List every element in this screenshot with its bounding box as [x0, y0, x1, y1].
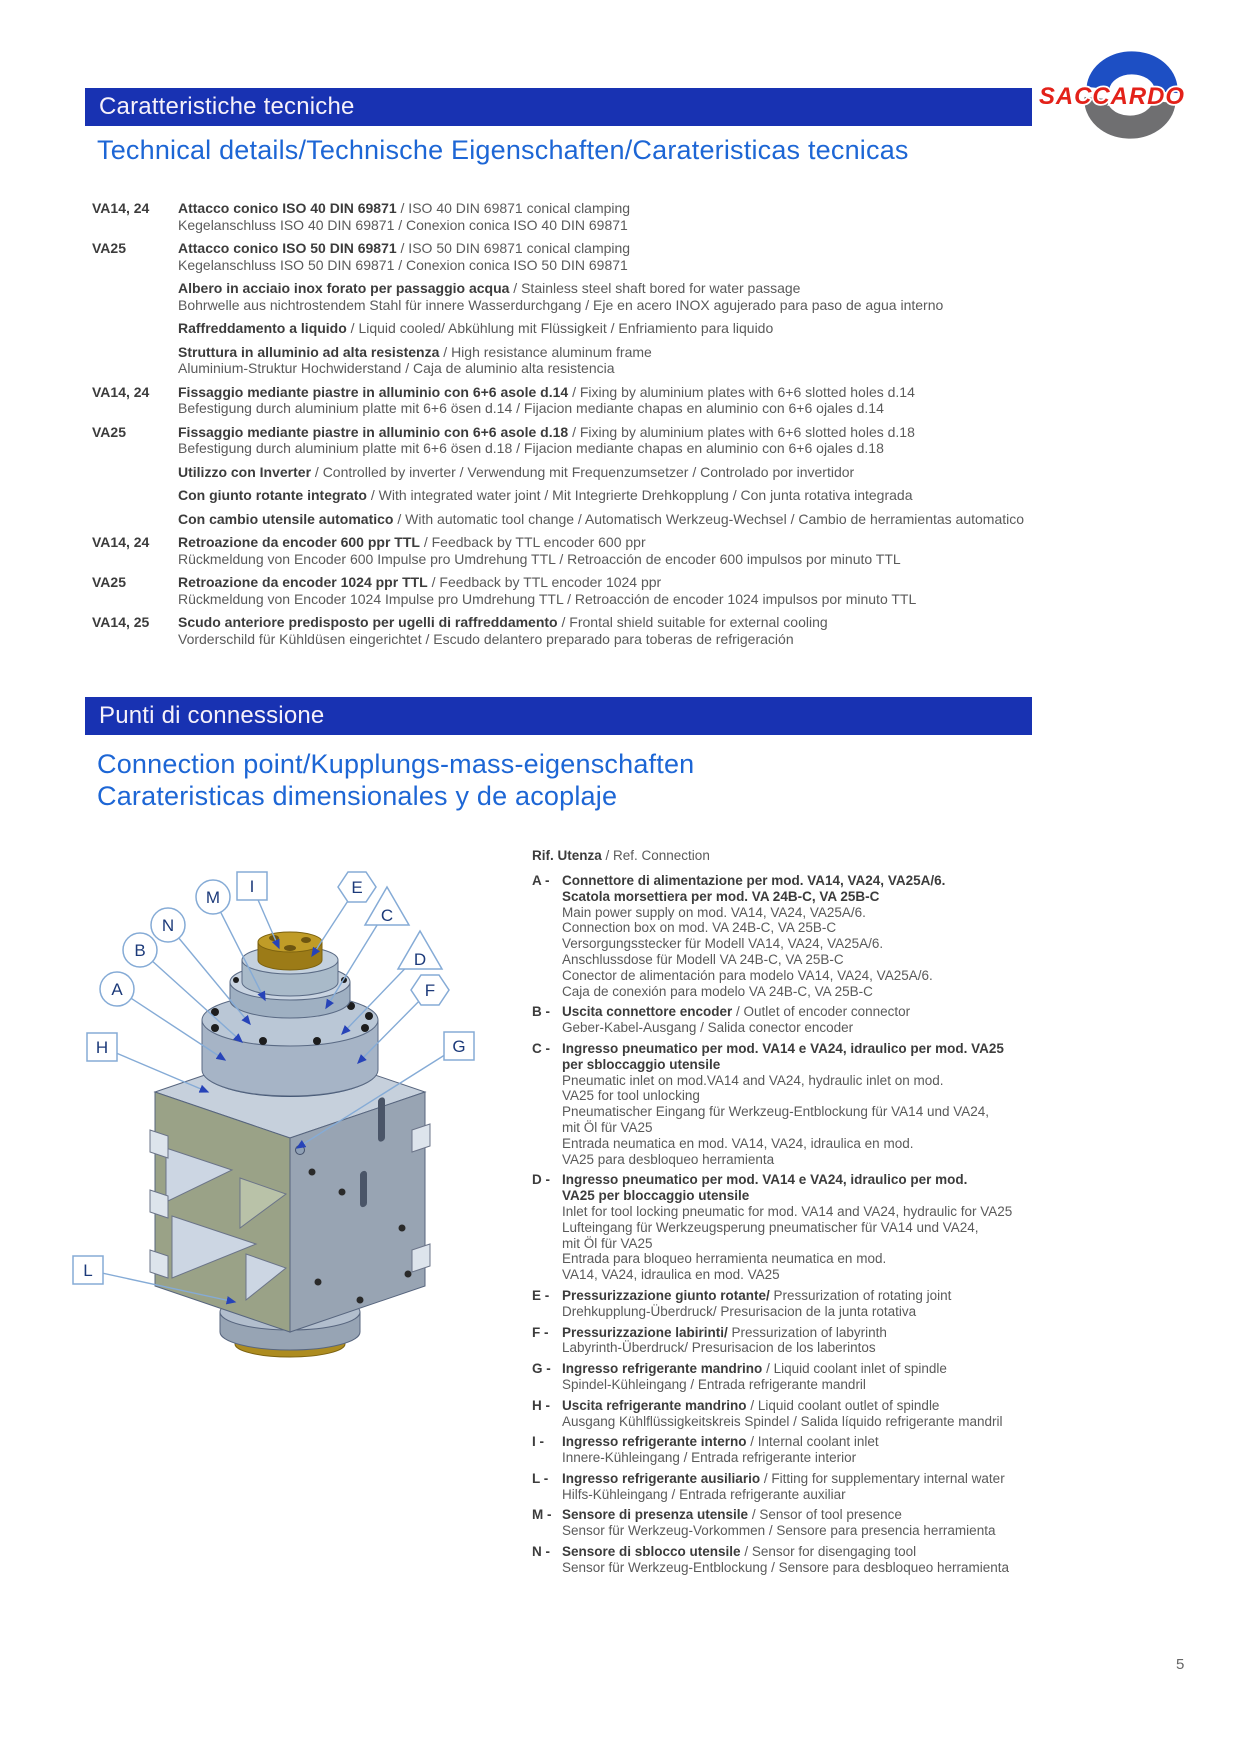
connection-line-rest: / Sensor of tool presence	[748, 1507, 902, 1523]
section2-title-bar	[85, 697, 1032, 735]
connection-line-bold: Ingresso pneumatico per mod. VA14 e VA24, idraulico per mod. VA25	[562, 1040, 1004, 1056]
spec-line-bold: Retroazione da encoder 600 ppr TTL	[178, 534, 420, 550]
connection-text-block	[562, 1507, 1180, 1539]
connection-letter: C -	[532, 1040, 550, 1056]
connection-item	[532, 1325, 1180, 1357]
connection-line	[562, 1073, 1180, 1089]
spec-line	[178, 280, 1192, 297]
tech-spec-item	[92, 240, 1192, 273]
connection-line	[562, 1560, 1180, 1576]
connection-line	[562, 1136, 1180, 1152]
spec-line	[178, 360, 1192, 377]
connection-line-rest: Labyrinth-Überdruck/ Presurisacion de los laberintos	[562, 1340, 876, 1356]
callout-letter: H	[95, 1038, 109, 1057]
connection-line-rest: Pneumatischer Eingang für Werkzeug-Entblockung für VA14 und VA24,	[562, 1104, 989, 1120]
callout-D	[398, 931, 442, 969]
connection-letter: I -	[532, 1434, 544, 1450]
connection-line	[562, 1414, 1180, 1430]
logo-brand-text: SACCARDO	[1039, 83, 1185, 110]
ref-heading-bold: Rif. Utenza	[532, 848, 602, 863]
tech-spec-item	[92, 464, 1192, 481]
connection-line	[562, 1004, 1180, 1020]
connection-letter: E -	[532, 1287, 550, 1303]
ref-connection-heading	[532, 848, 1180, 864]
section1-title-bar	[85, 88, 1032, 126]
connection-line-rest: mit Öl für VA25	[562, 1235, 653, 1251]
connection-line	[562, 1152, 1180, 1168]
callout-letter: B	[134, 941, 146, 960]
spec-line-bold: Fissaggio mediante piastre in alluminio con 6+6 asole d.14	[178, 383, 569, 400]
connection-line	[562, 1267, 1180, 1283]
spec-line-rest: / ISO 40 DIN 69871 conical clamping	[396, 200, 631, 216]
tech-spec-item	[92, 344, 1192, 377]
connection-item	[532, 1172, 1180, 1283]
spec-text-block	[178, 574, 1192, 607]
spec-line	[178, 511, 1192, 528]
callout-letter: I	[249, 877, 255, 896]
callout-B	[123, 933, 157, 967]
connection-line-rest: / Fitting for supplementary internal water	[760, 1470, 1005, 1486]
section1-subtitle: Technical details/Technische Eigenschaften/Carateristicas tecnicas	[97, 135, 909, 165]
spec-model-label: VA14, 24	[92, 534, 150, 550]
tech-spec-item	[92, 487, 1192, 504]
callout-letter: D	[413, 950, 427, 969]
spec-line	[178, 297, 1192, 314]
connection-line	[562, 1088, 1180, 1104]
connection-item	[532, 873, 1180, 999]
spec-model-label: VA25	[92, 423, 126, 440]
tech-spec-item	[92, 534, 1192, 567]
tech-spec-item	[92, 511, 1192, 528]
connection-line	[562, 889, 1180, 905]
spec-line-rest: / Feedback by TTL encoder 600 ppr	[419, 534, 646, 550]
spec-text-block	[178, 320, 1192, 337]
spec-text-block	[178, 534, 1192, 567]
connection-line	[562, 984, 1180, 1000]
spec-line	[178, 614, 1192, 631]
spec-model-label	[92, 280, 178, 313]
spec-line	[178, 551, 1192, 568]
connection-items-list	[532, 873, 1180, 1576]
spec-model-label: VA14, 24	[92, 383, 150, 400]
connection-line-bold: Uscita connettore encoder	[562, 1004, 733, 1020]
connection-text-block	[562, 1041, 1180, 1167]
connection-letter: F -	[532, 1324, 549, 1340]
connection-item	[532, 1288, 1180, 1320]
connection-line-rest: Inlet for tool locking pneumatic for mod. VA14 and VA24, hydraulic for VA25	[562, 1203, 1013, 1219]
spec-model-label	[92, 344, 178, 377]
spec-text-block	[178, 280, 1192, 313]
connection-line	[562, 1304, 1180, 1320]
spec-model-label: VA14, 24	[92, 200, 150, 216]
spec-model-label	[92, 320, 178, 337]
connection-text-block	[562, 1288, 1180, 1320]
connection-line	[562, 1020, 1180, 1036]
connection-item	[532, 1471, 1180, 1503]
spec-line	[178, 200, 1192, 217]
spec-line	[178, 344, 1192, 361]
connection-line	[562, 1236, 1180, 1252]
connection-letter: H -	[532, 1397, 550, 1413]
spec-text-block	[178, 464, 1192, 481]
connection-line	[562, 1120, 1180, 1136]
leader-line-H	[102, 1047, 208, 1092]
spec-line	[178, 591, 1192, 608]
connection-text-block	[562, 1172, 1180, 1283]
spindle-cylinder-stack	[202, 932, 378, 1097]
connection-line	[562, 1288, 1180, 1304]
connection-line-rest: Geber-Kabel-Ausgang / Salida conector encoder	[562, 1020, 854, 1036]
spec-text-block	[178, 384, 1192, 417]
tech-specs-list	[92, 200, 1192, 654]
spec-line-rest: Rückmeldung von Encoder 600 Impulse pro Umdrehung TTL / Retroacción de encoder 600 impulsos por minuto TTL	[178, 550, 901, 567]
spec-line-rest: / Stainless steel shaft bored for water passage	[509, 280, 801, 296]
connection-line-bold: Pressurizzazione giunto rotante/	[562, 1287, 770, 1303]
connection-item	[532, 1398, 1180, 1430]
spec-model-label	[92, 464, 178, 481]
connection-line-bold: Ingresso refrigerante mandrino	[562, 1361, 763, 1377]
spec-line-rest: / Controlled by inverter / Verwendung mit Frequenzumsetzer / Controlado por invertidor	[311, 463, 855, 480]
spec-line-rest: / Fixing by aluminium plates with 6+6 slotted holes d.14	[568, 383, 915, 400]
connection-line-rest: Versorgungsstecker für Modell VA14, VA24, VA25A/6.	[562, 936, 884, 952]
spec-line-bold: Con cambio utensile automatico	[178, 510, 394, 527]
spec-line-rest: Rückmeldung von Encoder 1024 Impulse pro Umdrehung TTL / Retroacción de encoder 1024 impulsos por minuto TTL	[178, 590, 917, 607]
spindle-illustration	[60, 830, 480, 1370]
connection-text-block	[562, 1004, 1180, 1036]
connection-line	[562, 1471, 1180, 1487]
connection-line	[562, 1434, 1180, 1450]
tech-spec-item	[92, 320, 1192, 337]
connection-line	[562, 1041, 1180, 1057]
connection-line-rest: Anschlussdose für Modell VA 24B-C, VA 25B-C	[562, 951, 844, 967]
spec-model-label: VA25	[92, 240, 126, 256]
connection-line-rest: Caja de conexión para modelo VA 24B-C, VA 25B-C	[562, 983, 873, 999]
spec-line-rest: / Feedback by TTL encoder 1024 ppr	[427, 574, 662, 590]
spec-line-rest: Vorderschild für Kühldüsen eingerichtet / Escudo delantero preparado para toberas de refrigeración	[178, 630, 794, 647]
spec-line	[178, 240, 1192, 257]
spec-line-rest: Befestigung durch aluminium platte mit 6+6 ösen d.18 / Fijacion mediante chapas en aluminio con 6+6 ojales d.18	[178, 440, 884, 456]
spec-line-bold: Con giunto rotante integrato	[178, 487, 367, 503]
tech-spec-item	[92, 280, 1192, 313]
connection-line	[562, 952, 1180, 968]
spec-line	[178, 534, 1192, 551]
spec-line-rest: Befestigung durch aluminium platte mit 6+6 ösen d.14 / Fijacion mediante chapas en aluminio con 6+6 ojales d.14	[178, 400, 884, 416]
company-logo	[1036, 40, 1188, 151]
connection-text-block	[562, 1398, 1180, 1430]
connection-line-bold: Pressurizzazione labirinti/	[562, 1324, 728, 1340]
connection-line-rest: Ausgang Kühlflüssigkeitskreis Spindel / Salida líquido refrigerante mandril	[562, 1413, 1003, 1429]
spec-model-label	[92, 511, 178, 528]
connection-line-rest: Spindel-Kühleingang / Entrada refrigerante mandril	[562, 1376, 866, 1392]
callout-E	[338, 872, 376, 902]
connection-line-rest: Conector de alimentación para modelo VA14, VA24, VA25A/6.	[562, 967, 933, 983]
spec-line	[178, 464, 1192, 481]
spec-text-block	[178, 487, 1192, 504]
connection-line-rest: Pressurization of rotating joint	[769, 1287, 952, 1303]
connection-line-rest: Entrada para bloqueo herramienta neumatica en mod.	[562, 1251, 887, 1267]
connection-line-rest: / Sensor for disengaging tool	[740, 1544, 917, 1560]
connection-line	[562, 873, 1180, 889]
spec-text-block	[178, 240, 1192, 273]
connection-line-bold: Ingresso refrigerante interno	[562, 1434, 747, 1450]
connection-line-rest: VA25 for tool unlocking	[562, 1088, 700, 1104]
connection-line	[562, 936, 1180, 952]
spec-line	[178, 631, 1192, 648]
connection-line-rest: Connection box on mod. VA 24B-C, VA 25B-C	[562, 920, 837, 936]
connection-line	[562, 905, 1180, 921]
callout-G	[444, 1032, 474, 1060]
connection-line	[562, 1487, 1180, 1503]
callout-A	[100, 972, 134, 1006]
spec-text-block	[178, 424, 1192, 457]
connection-line	[562, 1204, 1180, 1220]
tech-spec-item	[92, 200, 1192, 233]
tech-spec-item	[92, 574, 1192, 607]
spec-line-rest: Bohrwelle aus nichtrostendem Stahl für innere Wasserdurchgang / Eje en acero INOX agujerado para paso de agua interno	[178, 296, 944, 313]
spec-model-label	[92, 487, 178, 504]
spec-line	[178, 400, 1192, 417]
connection-item	[532, 1434, 1180, 1466]
spec-line-bold: Raffreddamento a liquido	[178, 320, 347, 336]
connection-line-rest: Pneumatic inlet on mod.VA14 and VA24, hydraulic inlet on mod.	[562, 1072, 944, 1088]
spindle-diagram	[60, 830, 480, 1375]
section2-bar-title: Punti di connessione	[99, 702, 325, 729]
connection-line-rest: Pressurization of labyrinth	[727, 1324, 887, 1340]
connection-letter: A -	[532, 873, 550, 888]
section2-subtitle	[97, 748, 694, 812]
spec-line-bold: Albero in acciaio inox forato per passaggio acqua	[178, 280, 510, 296]
callout-letter: E	[351, 878, 363, 897]
spec-text-block	[178, 200, 1192, 233]
connection-letter: G -	[532, 1361, 551, 1377]
connection-reference-column	[532, 848, 1180, 1581]
connection-line-rest: Drehkupplung-Überdruck/ Presurisacion de la junta rotativa	[562, 1303, 917, 1319]
spec-line-bold: Fissaggio mediante piastre in alluminio con 6+6 asole d.18	[178, 423, 569, 440]
connection-line-rest: / Liquid coolant outlet of spindle	[746, 1397, 940, 1413]
callout-L	[73, 1256, 103, 1284]
connection-text-block	[562, 1325, 1180, 1357]
connection-item	[532, 1544, 1180, 1576]
connection-line-bold: Sensore di presenza utensile	[562, 1507, 749, 1523]
connection-line-bold: Connettore di alimentazione per mod. VA14, VA24, VA25A/6.	[562, 873, 946, 888]
connection-line-bold: Scatola morsettiera per mod. VA 24B-C, VA 25B-C	[562, 888, 880, 904]
connection-item	[532, 1507, 1180, 1539]
connection-line	[562, 920, 1180, 936]
connection-line-rest: Lufteingang für Werkzeugsperung pneumatischer für VA14 und VA24,	[562, 1219, 979, 1235]
connection-line	[562, 1172, 1180, 1188]
connection-line	[562, 1507, 1180, 1523]
spec-text-block	[178, 344, 1192, 377]
connection-line	[562, 1544, 1180, 1560]
spec-line-bold: Struttura in alluminio ad alta resistenza	[178, 343, 440, 360]
spec-line-rest: / Liquid cooled/ Abkühlung mit Flüssigkeit / Enfriamiento para liquido	[346, 320, 774, 336]
callout-letter: G	[452, 1037, 466, 1056]
spec-line	[178, 574, 1192, 591]
connection-text-block	[562, 1361, 1180, 1393]
connection-line-rest: Sensor für Werkzeug-Entblockung / Sensore para desbloqueo herramienta	[562, 1559, 1010, 1575]
spec-text-block	[178, 511, 1192, 528]
callout-letter: N	[161, 916, 175, 935]
page-number: 5	[1176, 1656, 1185, 1673]
connection-line-rest: / Liquid coolant inlet of spindle	[762, 1361, 947, 1377]
callout-letter: F	[424, 981, 436, 1000]
section2-subtitle-line1: Connection point/Kupplungs-mass-eigenschaften	[97, 749, 695, 779]
connection-text-block	[562, 1544, 1180, 1576]
connection-line-bold: VA25 per bloccaggio utensile	[562, 1188, 750, 1204]
spec-line-rest: Kegelanschluss ISO 50 DIN 69871 / Conexion conica ISO 50 DIN 69871	[178, 256, 628, 273]
connection-item	[532, 1004, 1180, 1036]
ref-heading-rest: / Ref. Connection	[601, 848, 710, 863]
spec-model-label: VA14, 25	[92, 614, 150, 630]
spec-line-rest: / With automatic tool change / Automatisch Werkzeug-Wechsel / Cambio de herramientas automatico	[393, 510, 1025, 527]
logo-mark-icon	[1036, 40, 1188, 146]
connection-text-block	[562, 1471, 1180, 1503]
connection-text-block	[562, 1434, 1180, 1466]
tech-spec-item	[92, 424, 1192, 457]
spec-line	[178, 487, 1192, 504]
connection-letter: L -	[532, 1470, 549, 1486]
spec-line-rest: / High resistance aluminum frame	[439, 343, 652, 360]
connection-line	[562, 1377, 1180, 1393]
connection-line	[562, 1220, 1180, 1236]
connection-letter: D -	[532, 1172, 550, 1188]
connection-item	[532, 1361, 1180, 1393]
connection-letter: N -	[532, 1544, 550, 1560]
connection-line-bold: Ingresso refrigerante ausiliario	[562, 1470, 761, 1486]
connection-line	[562, 1340, 1180, 1356]
spec-line-bold: Scudo anteriore predisposto per ugelli di raffreddamento	[178, 614, 558, 630]
spec-line-rest: / Fixing by aluminium plates with 6+6 slotted holes d.18	[568, 423, 915, 440]
callout-letter: A	[111, 980, 123, 999]
connection-line	[562, 1325, 1180, 1341]
spec-line-bold: Utilizzo con Inverter	[178, 463, 312, 480]
connection-line-rest: Sensor für Werkzeug-Vorkommen / Sensore para presencia herramienta	[562, 1523, 996, 1539]
spec-line-rest: / ISO 50 DIN 69871 conical clamping	[396, 240, 631, 256]
spec-line-rest: / With integrated water joint / Mit Integrierte Drehkopplung / Con junta rotativa integrada	[366, 487, 913, 503]
spec-line-bold: Attacco conico ISO 50 DIN 69871	[178, 240, 397, 256]
connection-item	[532, 1041, 1180, 1167]
spec-text-block	[178, 614, 1192, 647]
connection-line-bold: Sensore di sblocco utensile	[562, 1544, 741, 1560]
spec-line	[178, 320, 1192, 337]
callout-I	[237, 872, 267, 900]
connection-line	[562, 1251, 1180, 1267]
callout-letter: C	[380, 906, 394, 925]
spec-line	[178, 424, 1192, 441]
connection-line-rest: mit Öl für VA25	[562, 1119, 653, 1135]
connection-line-rest: VA25 para desbloqueo herramienta	[562, 1151, 775, 1167]
connection-text-block	[562, 873, 1180, 999]
connection-line-rest: / Internal coolant inlet	[746, 1434, 879, 1450]
connection-line	[562, 1057, 1180, 1073]
spec-model-label: VA25	[92, 574, 126, 590]
spec-line	[178, 217, 1192, 234]
spec-line	[178, 257, 1192, 274]
section1-bar-title: Caratteristiche tecniche	[99, 93, 355, 120]
connection-line-bold: Uscita refrigerante mandrino	[562, 1397, 747, 1413]
connection-line-rest: Main power supply on mod. VA14, VA24, VA25A/6.	[562, 904, 866, 920]
tech-spec-item	[92, 384, 1192, 417]
connection-line-bold: Ingresso pneumatico per mod. VA14 e VA24, idraulico per mod.	[562, 1172, 968, 1188]
connection-line	[562, 968, 1180, 984]
connection-line-rest: Innere-Kühleingang / Entrada refrigerante interior	[562, 1450, 857, 1466]
callout-N	[151, 908, 185, 942]
spec-line	[178, 440, 1192, 457]
callout-H	[87, 1033, 117, 1061]
connection-line-rest: / Outlet of encoder connector	[732, 1004, 911, 1020]
connection-line-rest: Entrada neumatica en mod. VA14, VA24, idraulica en mod.	[562, 1135, 914, 1151]
callout-letter: L	[83, 1261, 93, 1280]
tech-spec-item	[92, 614, 1192, 647]
spec-line	[178, 384, 1192, 401]
connection-line-rest: VA14, VA24, idraulica en mod. VA25	[562, 1267, 780, 1283]
connection-line	[562, 1398, 1180, 1414]
connection-line	[562, 1188, 1180, 1204]
spec-line-rest: / Frontal shield suitable for external cooling	[557, 614, 828, 630]
connection-letter: M -	[532, 1507, 552, 1523]
callout-M	[196, 880, 230, 914]
spec-line-bold: Attacco conico ISO 40 DIN 69871	[178, 200, 397, 216]
callout-letter: M	[205, 888, 221, 907]
spec-line-rest: Kegelanschluss ISO 40 DIN 69871 / Conexion conica ISO 40 DIN 69871	[178, 216, 628, 233]
connection-line-bold: per sbloccaggio utensile	[562, 1056, 721, 1072]
connection-line	[562, 1361, 1180, 1377]
connection-letter: B -	[532, 1004, 550, 1020]
spec-line-bold: Retroazione da encoder 1024 ppr TTL	[178, 574, 428, 590]
connection-line-rest: Hilfs-Kühleingang / Entrada refrigerante auxiliar	[562, 1486, 846, 1502]
connection-line	[562, 1523, 1180, 1539]
connection-line	[562, 1104, 1180, 1120]
section2-subtitle-line2: Carateristicas dimensionales y de acoplaje	[97, 781, 618, 811]
connection-line	[562, 1450, 1180, 1466]
spec-line-rest: Aluminium-Struktur Hochwiderstand / Caja de aluminio alta resistencia	[178, 360, 615, 376]
callout-F	[411, 975, 449, 1005]
